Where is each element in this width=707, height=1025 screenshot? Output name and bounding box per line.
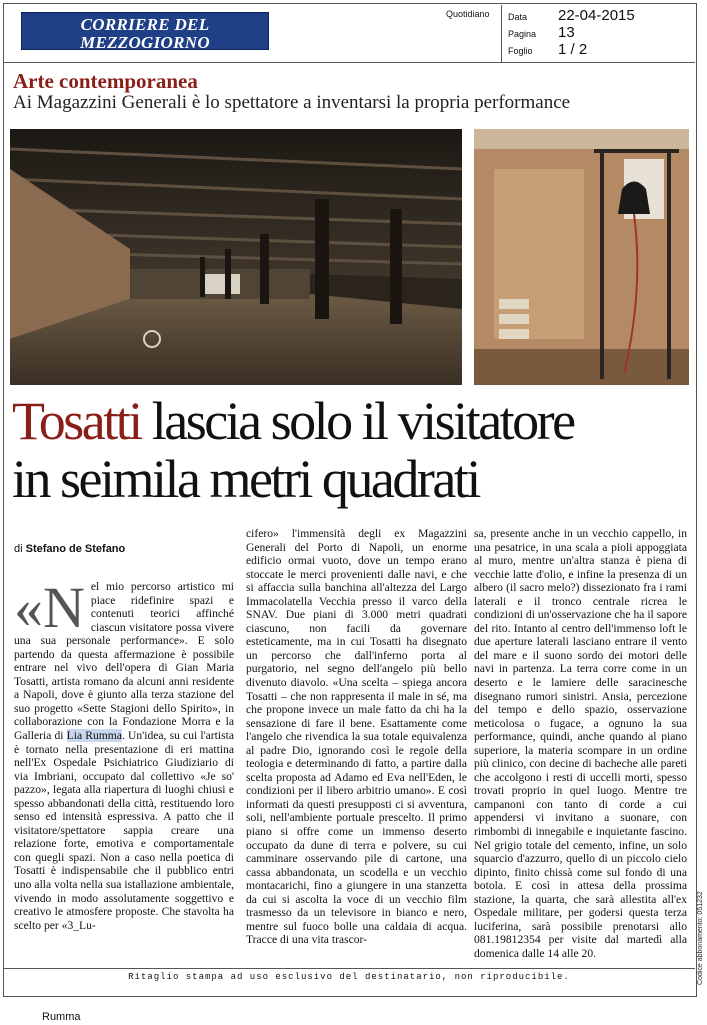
byline-prefix: di <box>14 543 23 555</box>
logo-region: CAMPANIA <box>117 53 173 63</box>
meta-key: Data <box>508 12 528 22</box>
bell-photo <box>474 129 689 385</box>
meta-value: 22-04-2015 <box>558 7 635 24</box>
reproduction-notice: Ritaglio stampa ad uso esclusivo del destinatario, non riproducibile. <box>128 972 570 982</box>
bottom-tag: Rumma <box>42 1011 81 1023</box>
meta-value: 13 <box>558 24 575 41</box>
meta-value: 1 / 2 <box>558 41 588 58</box>
column-1-text-a: el mio percorso artistico mi piace ridefinire spazi e contenuti teorici affinché ciascun visitatore possa vivere una sua personale performance». E solo partendo da questa affermazione è possibile entrare nel vivo dell'opera di Gian Maria Tosatti, artista romano da alcuni anni residente a Napoli, dove è giunto alla terza stazione del suo progetto «Sette Stagioni dello Spirito», in collaborazione con la Fondazione Morra e la Galleria di <box>14 580 234 743</box>
meta-key: Foglio <box>508 46 533 56</box>
headline-line2: in seimila metri quadrati <box>12 449 479 509</box>
article-headline <box>12 392 574 508</box>
byline <box>14 543 125 555</box>
header-divider <box>3 62 695 63</box>
headline-name: Tosatti <box>12 391 141 451</box>
logo-name: CORRIERE DEL MEZZOGIORNO <box>80 15 210 52</box>
article-column-1 <box>14 575 234 932</box>
article-subtitle: Ai Magazzini Generali è lo spettatore a inventarsi la propria performance <box>13 92 571 113</box>
dropcap: «N <box>14 575 85 640</box>
column-2-text: cifero» l'immensità degli ex Magazzini Generali del Porto di Napoli, un enorme edificio ormai vuoto, dove un tempo erano stoccate le merci provenienti dalle navi, e che si affaccia sulla banchina all'altezza del Largo Immacolatella Vecchia presso il varco della SNAV. Due piani di 3.000 metri quadrati ciascuno, non facili da governare esteticamente, ma in cui Tosatti ha disegnato un percorso che dall'inferno porta al purgatorio, nel segno dell'angelo più bello divenuto diavolo. «Una scelta – spiega ancora Tosatti – che non rappresenta il male in sé, ma che propone invece un male fatto da chi ha la sensazione di fare il bene. Esattamente come l'angelo che rivendica la sua totale equivalenza al padre Dio, ignorando così le regole della teologia e determinando di fatto, a partire dalla scelta proposta ad Adamo ed Eva nell'Eden, le condizioni per il libero arbitrio umano». E così informati da questi presupposti ci si avventura, soli, nell'ambiente portuale prescelto. Il primo piano si offre come un immenso deserto occupato da dune di terra e polvere, su cui camminare osservando pile di cartone, una cassa abbandonata, un scodella e un vecchio montacarichi, fino a giungere in una stanzetta da cui si ascolta la voce di un vecchio film trasmesso da un televisore in bianco e nero, mentre sul fuoco bolle una caldaia di acqua. Tracce di una vita trascor- <box>246 527 467 947</box>
subscription-code: Codice abbonamento: 051232 <box>697 891 704 985</box>
column-1-text-b: . Un'idea, su cui l'artista è tornato nella presentazione di eri mattina nell'Ex Ospedale Psichiatrico Giudiziario di via Imbriani, occupato dal collettivo «Je so' pazzo», legata alla riapertura di luoghi chiusi e spesso abbandonati della città, restituendo loro senso ed intensità espressiva. A patto che il visitatore/spettatore sappia creare una relazione forte, emotiva e comportamentale con quegli spazi. Non a caso nella poetica di Tosatti è indispensabile che il pubblico entri uno alla volta nella sua istallazione ambientale, vivendo in modo assolutamente soggettivo e creativo le atmosfere proposte. Che stavolta ha scelto per «3_Lu- <box>14 729 234 932</box>
column-3-text: sa, presente anche in un vecchio cappello, in una pesatrice, in una scala a pioli appoggiata al muro, mentre un'altra stanza è piena di vecchie latte d'olio, e infine la presenza di un albero (il sacro melo?) dissezionato fra i rami laterali e il tronco centrale ricrea le condizioni di un'osservazione che ha il sapore del rito. Intanto al centro dell'immenso loft le due aperture laterali lasciano entrare il vento del mare e il suono sordo dei motori delle navi in partenza. La terra corre come in un deserto e le lamiere delle saracinesche disegnano rumori sinistri. Ansia, percezione del tempo e dello spazio, osservazione meticolosa o fugace, a ognuno la sua performance, quindi, anche quando al piano superiore, la materia scompare in un ordine più clinico, con decine di bacheche alle pareti che accolgono i resti di uccelli morti, spesso trovati proprio in quel luogo. Mentre tre campanoni con tanto di corde a cui appendersi vi invitano a suonare, con rimbombi di innegabile e inquietante fascino. Nel grigio totale del cemento, infine, un solo squarcio d'azzurro, quello di un piccolo cielo dipinto, finito chissà come sul fondo di una botola. E così in attesa della prossima stazione, la quarta, che sarà allestita all'ex Ospedale militare, per godersi questa terza luciferina, sarà possibile prenotarsi allo 081.19812354 per visite dal martedì alla domenica dalle 14 alle 20. <box>474 527 687 960</box>
meta-box <box>501 5 696 62</box>
publication-type: Quotidiano <box>446 9 490 19</box>
highlighted-name: Lia Rumma <box>66 729 122 743</box>
byline-author: Stefano de Stefano <box>25 543 126 555</box>
meta-key: Pagina <box>508 29 537 39</box>
article-column-2 <box>246 527 467 947</box>
article-column-3 <box>474 527 687 961</box>
footer-divider <box>3 968 695 969</box>
newspaper-logo <box>21 12 269 63</box>
article-kicker: Arte contemporanea <box>13 69 198 93</box>
headline-line1: lascia solo il visitatore <box>151 391 574 451</box>
warehouse-photo <box>10 129 462 385</box>
